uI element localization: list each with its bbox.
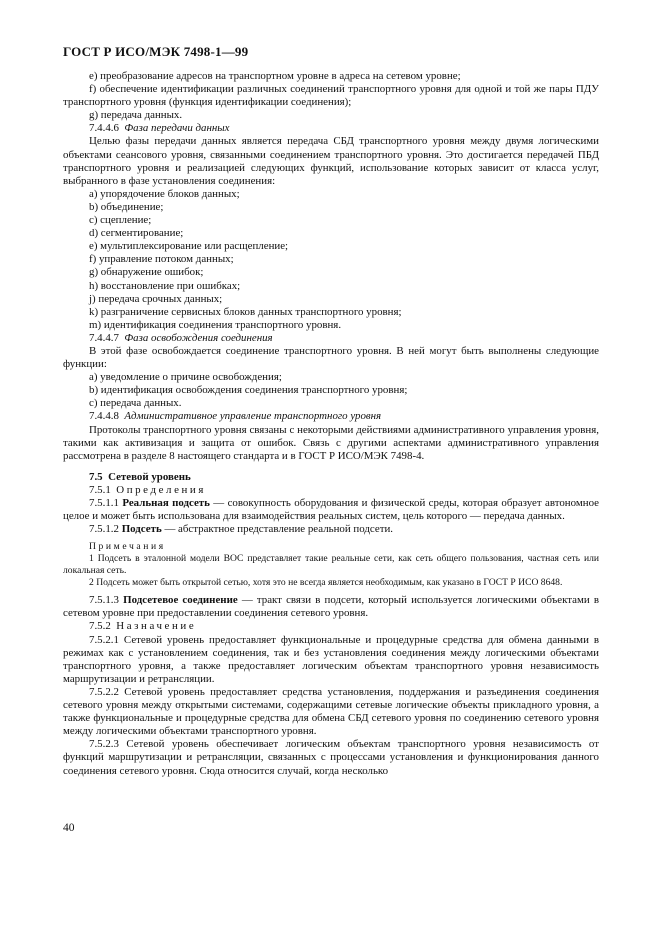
definition-text: — абстрактное представление реальной подсети. xyxy=(161,523,394,536)
list-item: e) преобразование адресов на транспортном уровне в адреса на сетевом уровне; xyxy=(89,70,461,82)
list-item: c) передача данных. xyxy=(89,397,182,410)
notes-title: Примечания xyxy=(89,541,166,553)
list-item: j) передача срочных данных; xyxy=(89,292,223,305)
section-number: 7.5.2 xyxy=(89,620,111,633)
definition xyxy=(63,594,599,620)
paragraph-text: Сетевой уровень обеспечивает логическим объектам транспортного уровня независимость от функций маршрутизации и ретрансляции, связанных с процессами установления и функционирования данного соединения сетевого уровня. Сюда относится случай, когда несколько xyxy=(63,738,599,777)
section-heading xyxy=(63,122,599,135)
paragraph xyxy=(63,634,599,686)
paragraph-text: Сетевой уровень предоставляет функциональные и процедурные средства для обмена данными в режимах как с установлением соединения, так и без установления соединения между логическими объектами транспортного уровня, а также предоставляет логическим объектам транспортного уровня независимость маршрутизации и ретрансляции. xyxy=(63,633,599,685)
section-heading xyxy=(63,410,599,423)
section-title: Определения xyxy=(116,483,206,496)
note-item: 1 Подсеть в эталонной модели ВОС представляет такие реальные сети, как сеть общего пользования, частная сеть или локальная сеть. xyxy=(63,553,599,577)
list-item: d) сегментирование; xyxy=(89,227,184,240)
section-gap xyxy=(63,463,599,471)
definition-term: Подсеть xyxy=(121,523,162,536)
list-item: c) сцепление; xyxy=(89,214,152,227)
list-item: h) восстановление при ошибках; xyxy=(89,279,241,292)
list-item: f) управление потоком данных; xyxy=(89,253,234,266)
list-item: m) идентификация соединения транспортного уровня. xyxy=(89,318,342,331)
section-title: Назначение xyxy=(116,620,197,633)
list-item: g) обнаружение ошибок; xyxy=(89,266,204,279)
document-body xyxy=(63,70,599,778)
page-number: 40 xyxy=(63,822,75,834)
paragraph: Целью фазы передачи данных является передача СБД транспортного уровня между двумя логическими объектами сеансового уровня, связанными соединением транспортного уровня. Это достигается передачей ПБД транспортного уровня и реализацией следующих функций, использование которых зависит от класса услуг, выбранного в фазе установления соединения: xyxy=(63,135,599,187)
list-item: a) упорядочение блоков данных; xyxy=(89,187,240,200)
section-heading xyxy=(63,471,599,484)
list-item: b) объединение; xyxy=(89,200,164,213)
section-number: 7.4.4.6 xyxy=(89,122,119,135)
paragraph xyxy=(63,738,599,777)
section-heading xyxy=(63,620,599,633)
paragraph: Протоколы транспортного уровня связаны с некоторыми действиями административного управления уровня, такими как активизация и защита от ошибок. Связь с другими аспектами административного управления рассмотрена в разделе 8 настоящего стандарта и в ГОСТ Р ИСО/МЭК 7498-4. xyxy=(63,423,599,462)
definition xyxy=(63,523,599,536)
paragraph-text: Сетевой уровень предоставляет средства установления, поддержания и разъединения соединения сетевого уровня между открытыми системами, содержащими сетевые логические объекты прикладного уровня, а также функциональные и процедурные средства для обмена СБД сетевого уровня по соединению сетевого уровня между логическими объектами транспортного уровня. xyxy=(63,685,599,738)
section-number: 7.4.4.7 xyxy=(89,331,119,344)
list-item: b) идентификация освобождения соединения транспортного уровня; xyxy=(89,384,408,397)
paragraph: В этой фазе освобождается соединение транспортного уровня. В ней могут быть выполнены следующие функции: xyxy=(63,344,599,371)
note-item: 2 Подсеть может быть открытой сетью, хотя это не всегда является необходимым, как указано в ГОСТ Р ИСО 8648. xyxy=(89,577,563,589)
definition-number: 7.5.1.1 xyxy=(89,497,119,509)
document-header: ГОСТ Р ИСО/МЭК 7498-1—99 xyxy=(63,44,249,59)
list-item: g) передача данных. xyxy=(89,109,183,122)
section-title: Сетевой уровень xyxy=(108,470,191,483)
section-number: 7.4.4.8 xyxy=(89,410,119,423)
section-title: Фаза передачи данных xyxy=(124,122,230,135)
list-item: f) обеспечение идентификации различных соединений транспортного уровня для одной и той же пары ПДУ транспортного уровня (функция идентификации соединения); xyxy=(63,83,599,109)
definition-term: Реальная подсеть xyxy=(122,497,210,509)
list-item: e) мультиплексирование или расщепление; xyxy=(89,240,289,253)
paragraph xyxy=(63,686,599,738)
definition-number: 7.5.1.3 xyxy=(89,594,119,607)
list-item: a) уведомление о причине освобождения; xyxy=(89,371,282,384)
section-heading xyxy=(63,332,599,345)
paragraph-number: 7.5.2.3 xyxy=(89,738,119,751)
section-title: Фаза освобождения соединения xyxy=(124,331,273,344)
section-heading xyxy=(63,484,599,497)
section-number: 7.5 xyxy=(89,470,103,483)
list-item: k) разграничение сервисных блоков данных транспортного уровня; xyxy=(89,305,402,318)
definition xyxy=(63,497,599,523)
section-title: Административное управление транспортного уровня xyxy=(124,410,382,423)
definition-term: Подсетевое соединение xyxy=(123,594,238,607)
paragraph-number: 7.5.2.1 xyxy=(89,633,119,646)
definition-text: — совокупность оборудования и физической среды, которая образует автономное целое и может быть использована для взаимодействия реальных систем, цель которого — передача данных. xyxy=(63,497,599,523)
section-number: 7.5.1 xyxy=(89,483,111,496)
paragraph-number: 7.5.2.2 xyxy=(89,685,119,698)
definition-text: — тракт связи в подсети, который используется логическими объектами в сетевом уровне при предоставлении соединения сетевого уровня. xyxy=(63,594,599,620)
definition-number: 7.5.1.2 xyxy=(89,523,119,536)
